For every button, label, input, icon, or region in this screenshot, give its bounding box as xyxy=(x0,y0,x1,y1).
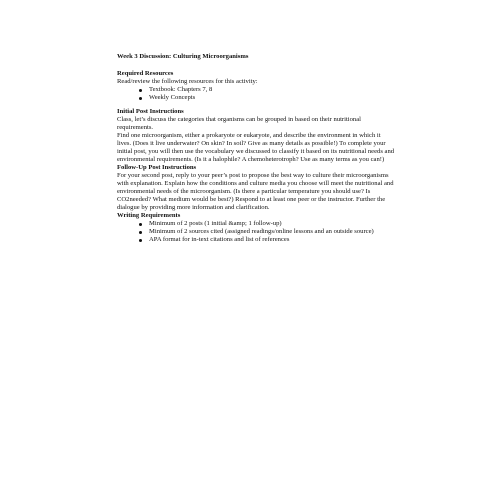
list-item-text: APA format for in-text citations and list of references xyxy=(149,236,290,243)
list-item xyxy=(139,94,395,102)
writing-requirements-list xyxy=(117,220,395,244)
list-item-text: Textbook: Chapters 7, 8 xyxy=(149,86,213,93)
required-resources-list xyxy=(117,86,395,102)
list-item-text: Minimum of 2 sources cited (assigned readings/online lessons and an outside source) xyxy=(149,228,374,235)
initial-post-paragraph-1: Class, let’s discuss the categories that organisms can be grouped in based on their nutritional requirements. xyxy=(117,116,361,131)
bullet-icon xyxy=(139,231,142,234)
follow-up-heading: Follow-Up Post Instructions xyxy=(117,164,197,171)
required-resources-intro: Read/review the following resources for this activity: xyxy=(117,78,258,85)
follow-up-paragraph: For your second post, reply to your peer’s post to propose the best way to culture their microorganisms with explanation. Explain how the conditions and culture media you choose will meet the nutritional and environmental needs of the microorganism. (Is there a particular temperature you should use? Is CO2needed? What medium would be best?) Respond to at least one peer or the instructor. Further the dialogue by providing more information and clarification. xyxy=(117,172,394,211)
required-resources-heading: Required Resources xyxy=(117,70,174,77)
writing-requirements-heading: Writing Requirements xyxy=(117,212,181,219)
list-item xyxy=(139,228,395,236)
initial-post-paragraph-2: Find one microorganism, either a prokaryote or eukaryote, and describe the environment in which it lives. (Does it live underwater? On skin? In soil? Give as many details as possible!) To complete your initial post, you will then use the vocabulary we discussed to classify it based on its nutritional needs and environmental requirements. (Is it a halophile? A chemoheterotroph? Use as many terms as you can!) xyxy=(117,132,395,163)
document-title: Week 3 Discussion: Culturing Microorganisms xyxy=(117,53,249,60)
initial-post-heading: Initial Post Instructions xyxy=(117,108,184,115)
document-body xyxy=(117,53,395,244)
bullet-icon xyxy=(139,223,142,226)
bullet-icon xyxy=(139,239,142,242)
bullet-icon xyxy=(139,97,142,100)
list-item xyxy=(139,220,395,228)
list-item xyxy=(139,236,395,244)
bullet-icon xyxy=(139,89,142,92)
list-item xyxy=(139,86,395,94)
list-item-text: Weekly Concepts xyxy=(149,94,196,101)
list-item-text: Minimum of 2 posts (1 initial &amp; 1 follow-up) xyxy=(149,220,282,227)
